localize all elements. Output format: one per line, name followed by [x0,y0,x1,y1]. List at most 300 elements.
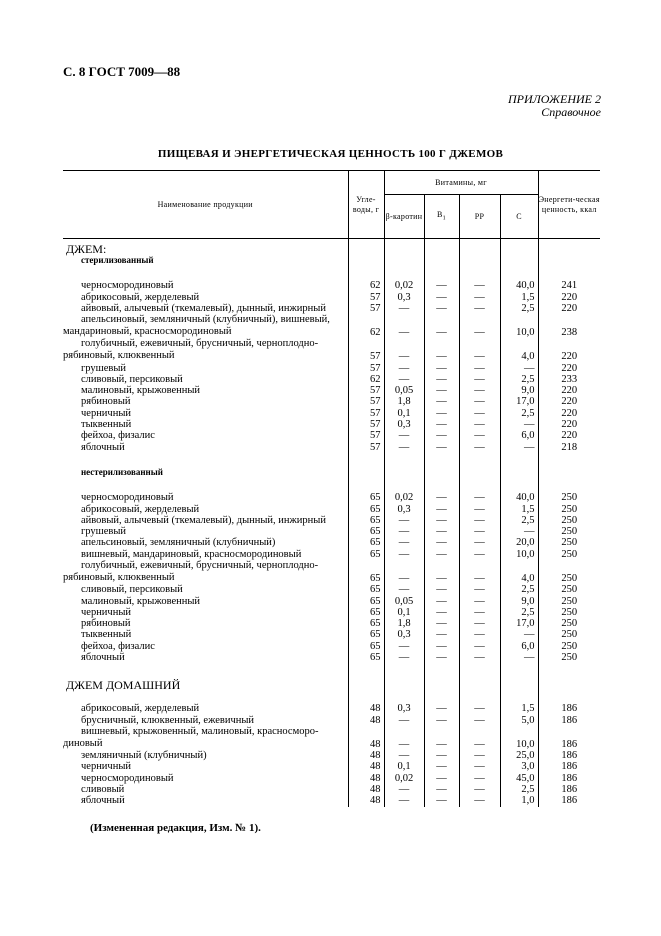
product-name: фейхоа, физалис [81,430,155,442]
table-title: ПИЩЕВАЯ И ЭНЕРГЕТИЧЕСКАЯ ЦЕННОСТЬ 100 Г ДЖЕМОВ [157,148,504,160]
b1-value: — [424,596,459,607]
beta-carotene-value: 0,05 [384,385,424,396]
pp-value: — [459,442,500,453]
nutrition-table [63,170,600,807]
table-row [63,596,600,607]
vitamin-c-value: 4,0 [500,560,538,584]
energy-value: 186 [538,703,600,714]
carbs-value: 57 [348,385,384,396]
carbs-value: 65 [348,641,384,652]
vitamin-c-value: 1,0 [500,795,538,806]
section-title: ДЖЕМ: [66,242,107,256]
product-name: яблочный [81,795,125,807]
b1-value: — [424,419,459,430]
pp-value: — [459,292,500,303]
vitamin-c-value: 6,0 [500,641,538,652]
beta-carotene-value: — [384,338,424,362]
carbs-value: 65 [348,526,384,537]
pp-value: — [459,618,500,629]
product-name: черничный [81,606,132,618]
vitamin-c-value: 20,0 [500,537,538,548]
vitamin-c-value: 2,5 [500,607,538,618]
energy-value: 250 [538,492,600,503]
table-row [63,504,600,515]
vitamin-c-value: 4,0 [500,338,538,362]
product-name: тыквенный [81,629,132,641]
product-name: голубичный, ежевичный, брусничный, черноплодно-рябиновый, клюквенный [63,560,319,584]
b1-value: — [424,280,459,291]
b1-value: — [424,303,459,314]
energy-value: 220 [538,303,600,314]
vitamin-c-value: — [500,629,538,640]
energy-value: 241 [538,280,600,291]
pp-value: — [459,537,500,548]
b1-value: — [424,396,459,407]
b1-value: — [424,607,459,618]
product-name: рябиновый [81,396,131,408]
beta-carotene-value: 0,02 [384,492,424,503]
carbs-value: 62 [348,314,384,338]
beta-carotene-value: 0,3 [384,419,424,430]
vitamin-c-value: 10,0 [500,549,538,560]
col-vitamins-header: Витамины, мг [384,171,538,195]
pp-value: — [459,515,500,526]
vitamin-c-value: 3,0 [500,761,538,772]
pp-value: — [459,773,500,784]
table-row [63,303,600,314]
beta-carotene-value: 0,1 [384,607,424,618]
beta-carotene-value: — [384,549,424,560]
b1-value: — [424,641,459,652]
vitamin-c-value: 1,5 [500,703,538,714]
table-row [63,773,600,784]
energy-value: 238 [538,314,600,338]
vitamin-c-value: — [500,419,538,430]
carbs-value: 65 [348,560,384,584]
energy-value: 220 [538,292,600,303]
vitamin-c-value: 17,0 [500,618,538,629]
vitamin-c-value: 5,0 [500,715,538,726]
energy-value: 250 [538,607,600,618]
beta-carotene-value: 0,1 [384,761,424,772]
vitamin-c-value: 9,0 [500,596,538,607]
b1-value: — [424,560,459,584]
carbs-value: 57 [348,292,384,303]
beta-carotene-value: 0,3 [384,629,424,640]
carbs-value: 48 [348,795,384,806]
b1-value: — [424,618,459,629]
beta-carotene-value: 0,02 [384,280,424,291]
pp-value: — [459,750,500,761]
col-name-header: Наименование продукции [63,171,348,239]
b1-value: — [424,442,459,453]
product-name: брусничный, клюквенный, ежевичный [81,714,255,726]
table-row [63,549,600,560]
vitamin-c-value: 9,0 [500,385,538,396]
product-name: малиновый, крыжовенный [81,385,201,397]
table-row [63,761,600,772]
product-name: грушевый [81,526,127,538]
beta-carotene-value: — [384,641,424,652]
pp-value: — [459,363,500,374]
carbs-value: 48 [348,773,384,784]
beta-carotene-value: 1,8 [384,618,424,629]
energy-value: 186 [538,715,600,726]
carbs-value: 57 [348,396,384,407]
table-row [63,515,600,526]
pp-value: — [459,504,500,515]
product-name: черносмородиновый [81,280,174,292]
b1-value: — [424,537,459,548]
carbs-value: 65 [348,492,384,503]
energy-value: 250 [538,641,600,652]
carbs-value: 57 [348,430,384,441]
energy-value: 220 [538,408,600,419]
b1-value: — [424,385,459,396]
col-beta-header: β-каротин [384,195,424,239]
beta-carotene-value: — [384,515,424,526]
b1-value: — [424,408,459,419]
table-row [63,442,600,453]
vitamin-c-value: 2,5 [500,374,538,385]
energy-value: 186 [538,761,600,772]
b1-value: — [424,338,459,362]
pp-value: — [459,795,500,806]
beta-carotene-value: — [384,715,424,726]
vitamin-c-value: 2,5 [500,303,538,314]
energy-value: 250 [538,584,600,595]
table-row [63,629,600,640]
carbs-value: 65 [348,652,384,663]
table-row [63,408,600,419]
table-row [63,385,600,396]
table-row [63,795,600,806]
pp-value: — [459,784,500,795]
carbs-value: 65 [348,549,384,560]
footnote: (Измененная редакция, Изм. № 1). [90,822,261,834]
vitamin-c-value: 6,0 [500,430,538,441]
energy-value: 250 [538,504,600,515]
b1-value: — [424,515,459,526]
vitamin-c-value: 2,5 [500,784,538,795]
product-name: голубичный, ежевичный, брусничный, черноплодно-рябиновый, клюквенный [63,338,319,362]
vitamin-c-value: 2,5 [500,515,538,526]
b1-value: — [424,629,459,640]
product-name: фейхоа, физалис [81,640,155,652]
appendix-label [508,93,601,119]
vitamin-c-value: — [500,526,538,537]
vitamin-c-value: 2,5 [500,408,538,419]
carbs-value: 65 [348,537,384,548]
energy-value: 186 [538,726,600,750]
table-row [63,338,600,362]
product-name: апельсиновый, земляничный (клубничный), вишневый, мандариновый, красносмородиновый [63,314,330,338]
appendix-note: Справочное [541,105,601,119]
energy-value: 250 [538,618,600,629]
section-title: ДЖЕМ ДОМАШНИЙ [66,678,181,693]
table-row [63,292,600,303]
beta-carotene-value: 0,02 [384,773,424,784]
beta-carotene-value: — [384,726,424,750]
pp-value: — [459,726,500,750]
b1-value: — [424,584,459,595]
pp-value: — [459,652,500,663]
carbs-value: 48 [348,726,384,750]
energy-value: 220 [538,338,600,362]
beta-carotene-value: — [384,442,424,453]
pp-value: — [459,396,500,407]
energy-value: 186 [538,750,600,761]
carbs-value: 48 [348,784,384,795]
beta-carotene-value: 0,3 [384,504,424,515]
carbs-value: 62 [348,280,384,291]
table-row [63,618,600,629]
carbs-value: 57 [348,303,384,314]
b1-value: — [424,430,459,441]
product-name: вишневый, крыжовенный, малиновый, красносморо-диновый [63,725,319,749]
beta-carotene-value: 0,1 [384,408,424,419]
pp-value: — [459,596,500,607]
col-c-header: C [500,195,538,239]
product-name: сливовый [81,783,125,795]
table-row [63,363,600,374]
b1-value: — [424,726,459,750]
beta-carotene-value: 0,3 [384,292,424,303]
vitamin-c-value: 1,5 [500,504,538,515]
product-name: айвовый, алычевый (ткемалевый), дынный, инжирный [81,514,326,526]
table-row [63,784,600,795]
beta-carotene-value: — [384,374,424,385]
table-row [63,641,600,652]
col-pp-header: PP [459,195,500,239]
beta-carotene-value: — [384,363,424,374]
beta-carotene-value: 0,3 [384,703,424,714]
vitamin-c-value: — [500,442,538,453]
b1-value: — [424,374,459,385]
carbs-value: 48 [348,761,384,772]
pp-value: — [459,703,500,714]
pp-value: — [459,419,500,430]
pp-value: — [459,408,500,419]
product-name: сливовый, персиковый [81,584,183,596]
beta-carotene-value: — [384,430,424,441]
energy-value: 220 [538,363,600,374]
vitamin-c-value: 40,0 [500,280,538,291]
product-name: тыквенный [81,419,132,431]
pp-value: — [459,338,500,362]
table-body [63,239,600,807]
vitamin-c-value: 1,5 [500,292,538,303]
pp-value: — [459,549,500,560]
carbs-value: 57 [348,363,384,374]
product-name: айвовый, алычевый (ткемалевый), дынный, инжирный [81,302,326,314]
product-name: апельсиновый, земляничный (клубничный) [81,537,276,549]
product-name: яблочный [81,441,125,453]
carbs-value: 65 [348,515,384,526]
energy-value: 233 [538,374,600,385]
beta-carotene-value: — [384,584,424,595]
energy-value: 220 [538,419,600,430]
col-energy-header: Энергети-ческая ценность, ккал [538,171,600,239]
product-name: земляничный (клубничный) [81,750,207,762]
table-row [63,750,600,761]
table-row [63,652,600,663]
product-name: вишневый, мандариновый, красносмородиновый [81,548,302,560]
beta-carotene-value: — [384,750,424,761]
pp-value: — [459,607,500,618]
beta-carotene-value: — [384,560,424,584]
energy-value: 186 [538,784,600,795]
beta-carotene-value: — [384,537,424,548]
b1-value: — [424,652,459,663]
b1-value: — [424,504,459,515]
carbs-value: 65 [348,596,384,607]
b1-value: — [424,773,459,784]
pp-value: — [459,629,500,640]
b1-value: — [424,715,459,726]
table-row [63,584,600,595]
carbs-value: 65 [348,607,384,618]
energy-value: 220 [538,430,600,441]
energy-value: 250 [538,560,600,584]
pp-value: — [459,492,500,503]
table-row [63,703,600,714]
table-row [63,396,600,407]
product-name: грушевый [81,362,127,374]
product-name: сливовый, персиковый [81,373,183,385]
product-name: яблочный [81,651,125,663]
section-subtitle: нестерилизованный [81,466,163,477]
table-row [63,314,600,338]
product-name: черносмородиновый [81,492,174,504]
beta-carotene-value: — [384,784,424,795]
pp-value: — [459,560,500,584]
carbs-value: 65 [348,584,384,595]
pp-value: — [459,430,500,441]
b1-value: — [424,795,459,806]
table-row [63,492,600,503]
carbs-value: 57 [348,442,384,453]
energy-value: 218 [538,442,600,453]
carbs-value: 57 [348,419,384,430]
pp-value: — [459,314,500,338]
table-row [63,430,600,441]
energy-value: 250 [538,629,600,640]
beta-carotene-value: — [384,795,424,806]
pp-value: — [459,385,500,396]
carbs-value: 62 [348,374,384,385]
col-b1-header: $B_1$ [424,195,459,239]
pp-value: — [459,715,500,726]
beta-carotene-value: — [384,652,424,663]
energy-value: 250 [538,596,600,607]
carbs-value: 57 [348,408,384,419]
energy-value: 250 [538,549,600,560]
b1-value: — [424,750,459,761]
vitamin-c-value: 10,0 [500,726,538,750]
carbs-value: 57 [348,338,384,362]
product-name: черничный [81,761,132,773]
energy-value: 250 [538,515,600,526]
energy-value: 220 [538,396,600,407]
table-row [63,280,600,291]
product-name: абрикосовый, жерделевый [81,703,200,715]
carbs-value: 48 [348,715,384,726]
energy-value: 186 [538,773,600,784]
beta-carotene-value: — [384,303,424,314]
vitamin-c-value: 17,0 [500,396,538,407]
product-name: малиновый, крыжовенный [81,595,201,607]
table-row [63,526,600,537]
appendix-title: ПРИЛОЖЕНИЕ 2 [508,92,601,106]
b1-value: — [424,492,459,503]
b1-value: — [424,363,459,374]
table-row [63,537,600,548]
carbs-value: 65 [348,629,384,640]
vitamin-c-value: — [500,363,538,374]
product-name: черничный [81,407,132,419]
pp-value: — [459,280,500,291]
b1-value: — [424,761,459,772]
carbs-value: 65 [348,618,384,629]
b1-value: — [424,549,459,560]
table-row [63,607,600,618]
product-name: черносмородиновый [81,772,174,784]
b1-value: — [424,292,459,303]
section-subtitle: стерилизованный [81,255,154,265]
energy-value: 220 [538,385,600,396]
product-name: абрикосовый, жерделевый [81,291,200,303]
b1-value: — [424,526,459,537]
table-row [63,715,600,726]
beta-carotene-value: — [384,526,424,537]
table-row [63,560,600,584]
b1-value: — [424,784,459,795]
pp-value: — [459,374,500,385]
pp-value: — [459,526,500,537]
vitamin-c-value: 45,0 [500,773,538,784]
beta-carotene-value: 0,05 [384,596,424,607]
vitamin-c-value: — [500,652,538,663]
pp-value: — [459,303,500,314]
table-row [63,374,600,385]
product-name: рябиновый [81,618,131,630]
pp-value: — [459,584,500,595]
vitamin-c-value: 25,0 [500,750,538,761]
vitamin-c-value: 2,5 [500,584,538,595]
carbs-value: 48 [348,750,384,761]
energy-value: 250 [538,652,600,663]
pp-value: — [459,761,500,772]
energy-value: 186 [538,795,600,806]
b1-value: — [424,314,459,338]
energy-value: 250 [538,526,600,537]
vitamin-c-value: 10,0 [500,314,538,338]
vitamin-c-value: 40,0 [500,492,538,503]
carbs-value: 65 [348,504,384,515]
b1-value: — [424,703,459,714]
product-name: абрикосовый, жерделевый [81,503,200,515]
page-header: С. 8 ГОСТ 7009—88 [63,64,181,79]
energy-value: 250 [538,537,600,548]
carbs-value: 48 [348,703,384,714]
beta-carotene-value: 1,8 [384,396,424,407]
table-row [63,726,600,750]
pp-value: — [459,641,500,652]
beta-carotene-value: — [384,314,424,338]
table-row [63,419,600,430]
col-carbs-header: Угле-воды, г [348,171,384,239]
